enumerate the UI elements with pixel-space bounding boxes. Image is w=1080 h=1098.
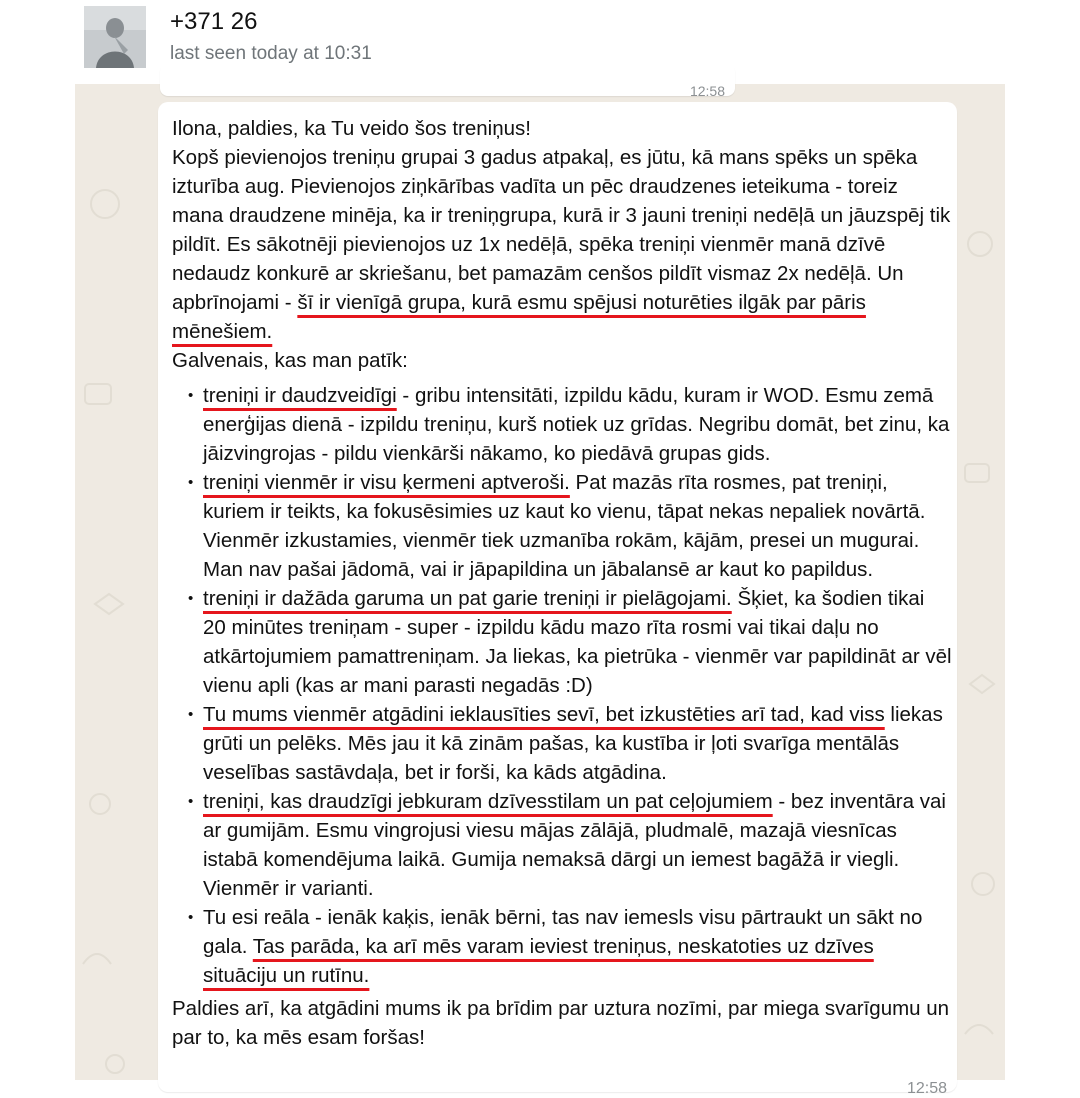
previous-message-bubble[interactable] — [160, 64, 735, 99]
message-paragraph — [172, 143, 952, 346]
list-intro: Galvenais, kas man patīk: — [172, 349, 408, 372]
highlighted-text: šī ir vienīgā grupa, kurā esmu spējusi noturēties ilgāk par pāris mēnešiem. — [172, 291, 866, 343]
message-timestamp: 12:58 — [906, 1080, 947, 1097]
highlighted-text: Tas parāda, ka arī mēs varam ieviest treniņus, neskatoties uz dzīves situāciju un rutīnu. — [203, 935, 874, 987]
list-item-text: - bez inventāra vai ar gumijām. Esmu vingrojusi viesu mājas zālājā, pludmalē, mazajā viesnīcas istabā komendējuma laikā. Gumija nemaksā dārgi un iemest bagāžā ir viegli. Vienmēr ir varianti. — [203, 790, 946, 900]
highlighted-text: treniņi ir daudzveidīgi — [203, 384, 397, 407]
highlighted-text: treniņi ir dažāda garuma un pat garie treniņi ir pielāgojami. — [203, 587, 732, 610]
message-bubble[interactable] — [158, 102, 957, 1097]
bullet-list — [172, 381, 952, 990]
list-item — [172, 903, 952, 990]
paragraph-text: Kopš pievienojos treniņu grupai 3 gadus atpakaļ, es jūtu, kā mans spēks un spēka izturība aug. Pievienojos ziņkārības vadīta un pēc draudzenes ieteikuma - toreiz mana draudzene minēja, ka ir treniņgrupa, kurā ir 3 jauni treniņi nedēļā un jāuzspēj tik pildīt. Es sākotnēji pievienojos uz 1x nedēļā, spēka treniņi vienmēr manā dzīvē nedaudz konkurē ar skriešanu, bet pamazām cenšos pildīt vismaz 2x nedēļā. Un apbrīnojami - — [172, 146, 951, 314]
message-greeting: Ilona, paldies, ka Tu veido šos treniņus! — [172, 117, 531, 140]
last-seen-status: last seen today at 10:31 — [170, 43, 372, 64]
list-item — [172, 787, 952, 903]
highlighted-text: treniņi, kas draudzīgi jebkuram dzīvesstilam un pat ceļojumiem — [203, 790, 773, 813]
list-item-text: - gribu intensitāti, izpildu kādu, kuram ir WOD. Esmu zemā enerģijas dienā - izpildu treniņu, kurš notiek uz grīdas. Negribu domāt, bet zinu, ka jāizvingrojas - pildu vienkārši nākamo, ko piedāvā grupas gids. — [203, 384, 950, 465]
list-item-text: Tu esi reāla - ienāk kaķis, ienāk bērni, tas nav iemesls visu pārtraukt un sākt no gala. — [203, 906, 923, 958]
highlighted-text: treniņi vienmēr ir visu ķermeni aptveroši. — [203, 471, 570, 494]
list-item-text: Šķiet, ka šodien tikai 20 minūtes treniņam - super - izpildu kādu mazo rīta rosmi vai tikai daļu no atkārtojumiem pamattreniņam. Ja liekas, ka pietrūka - vienmēr var papildināt ar vēl vienu apli (kas ar mani parasti negadās :D) — [203, 587, 952, 697]
message-closing: Paldies arī, ka atgādini mums ik pa brīdim par uztura nozīmi, par miega svarīgumu un par to, ka mēs esam foršas! — [172, 997, 950, 1049]
chat-area[interactable] — [75, 83, 1005, 1097]
contact-avatar[interactable] — [84, 6, 146, 68]
previous-message-timestamp: 12:58 — [689, 83, 725, 99]
list-item — [172, 700, 952, 787]
list-item — [172, 584, 952, 700]
list-item — [172, 468, 952, 584]
message-text — [172, 114, 952, 1052]
contact-name[interactable]: +371 26 — [170, 8, 258, 35]
list-item-text: Pat mazās rīta rosmes, pat treniņi, kuriem ir teikts, ka fokusēsimies uz kaut ko vienu, tāpat nekas nepaliek novārtā. Vienmēr izkustamies, vienmēr tiek uzmanība rokām, kājām, presei un mugurai. Man nav pašai jādomā, vai ir jāpapildina un jābalansē ar kaut ko papildus. — [203, 471, 926, 581]
list-item-text: liekas grūti un pelēks. Mēs jau it kā zinām pašas, ka kustība ir ļoti svarīga mentālās veselības sastāvdaļa, bet ir forši, ka kāds atgādina. — [203, 703, 943, 784]
list-item — [172, 381, 952, 468]
highlighted-text: Tu mums vienmēr atgādini ieklausīties sevī, bet izkustēties arī tad, kad viss — [203, 703, 885, 726]
avatar-photo — [84, 6, 146, 68]
